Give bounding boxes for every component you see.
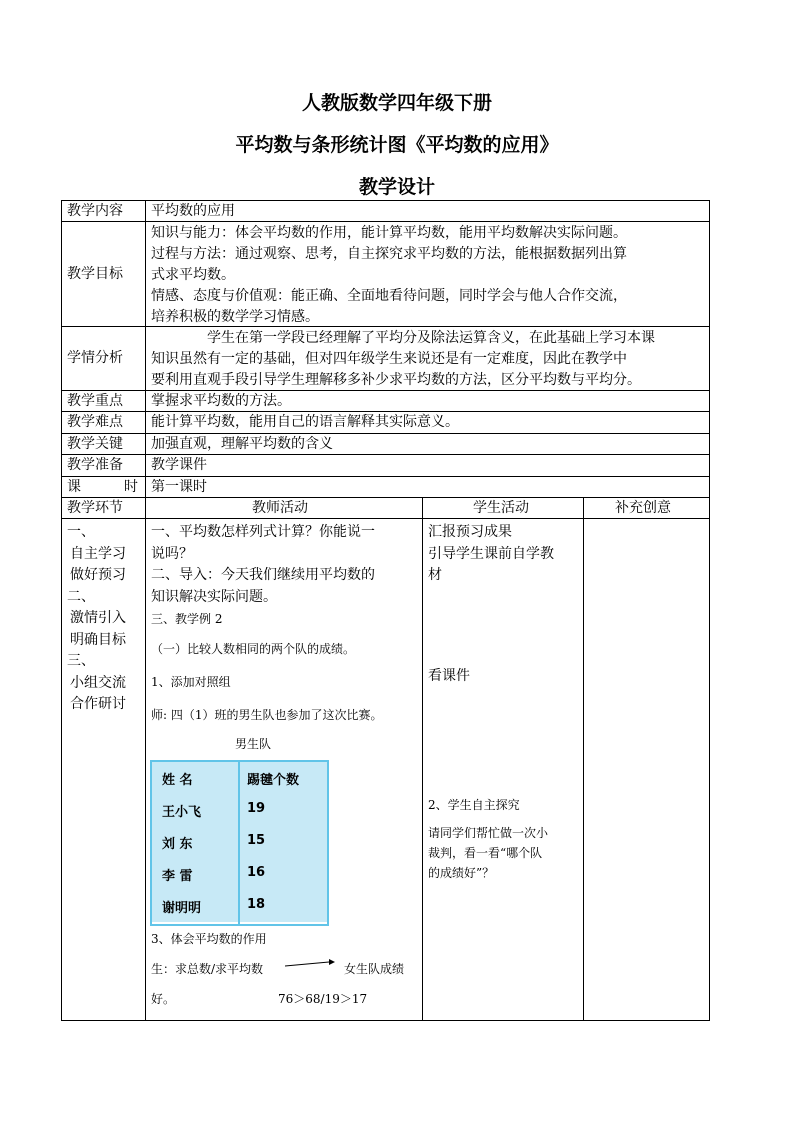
- teacher-example: 三、教学例 2: [151, 612, 223, 626]
- prep-value: 教学课件: [151, 457, 207, 473]
- teacher-girls-result: 女生队成绩: [344, 962, 405, 976]
- content-label: 教学内容: [67, 203, 123, 219]
- boys-table-header: 姓 名 踢毽个数: [152, 762, 327, 796]
- goals-label: 教学目标: [67, 266, 123, 282]
- content-value: 平均数的应用: [151, 203, 235, 219]
- period-label-a: 课: [67, 479, 81, 495]
- stage-item: 小组交流: [70, 674, 126, 691]
- teacher-quote: 师: 四（1）班的男生队也参加了这次比赛。: [151, 708, 383, 722]
- stage-item: 合作研讨: [70, 696, 126, 712]
- boys-score-table: [150, 760, 329, 926]
- boys-team-caption: 男生队: [235, 737, 272, 751]
- stage-item: 明确目标: [70, 631, 126, 648]
- period-value: 第一课时: [151, 479, 207, 495]
- teacher-role-of-average: 3、体会平均数的作用: [151, 932, 267, 946]
- crux-label: 教学关键: [67, 436, 123, 452]
- student-explore: 2、学生自主探究: [428, 798, 520, 812]
- teacher-compare: （一）比较人数相同的两个队的成绩。: [151, 642, 356, 656]
- prep-label: 教学准备: [67, 457, 123, 473]
- document-title: 人教版数学四年级下册: [301, 92, 492, 114]
- stage-item: 激情引入: [70, 610, 126, 626]
- document-subtitle: 教学设计: [358, 176, 435, 198]
- analysis-label: 学情分析: [67, 350, 123, 366]
- stage-list: [67, 522, 126, 716]
- col-supplement-header: 补充创意: [615, 500, 671, 516]
- key-point-label: 教学重点: [67, 393, 123, 409]
- teacher-intro: 一、平均数怎样列式计算？你能说一 说吗？ 二、导入：今天我们继续用平均数的 知识解决实际问题。: [151, 524, 375, 605]
- stage-item: 一、: [67, 524, 95, 540]
- col-student-header: 学生活动: [473, 500, 529, 516]
- teacher-comparison-values: 76＞68/19＞17: [278, 992, 368, 1006]
- col-teacher-header: 教师活动: [252, 500, 308, 516]
- table-row: 王小飞 19: [152, 794, 327, 828]
- arrow-icon: [285, 958, 335, 970]
- table-row: 刘 东 15: [152, 826, 327, 860]
- teacher-student-answer: 生：求总数/求平均数: [151, 962, 264, 976]
- stage-item: 做好预习: [70, 567, 126, 583]
- analysis-text: 学生在第一学段已经理解了平均分及除法运算含义，在此基础上学习本课 知识虽然有一定的基础，但对四年级学生来说还是有一定难度，因此在教学中 要利用直观手段引导学生理解移多补少求平均数的方法，区分平均数与平均分。: [151, 330, 655, 388]
- period-label-b: 时: [124, 479, 138, 495]
- lesson-title: 平均数与条形统计图《平均数的应用》: [235, 134, 559, 156]
- student-watch: 看课件: [428, 668, 470, 684]
- table-row: 谢明明 18: [152, 890, 327, 922]
- student-prep: 汇报预习成果 引导学生课前自学教 材: [428, 524, 554, 583]
- difficulty-label: 教学难点: [67, 414, 123, 430]
- difficulty-value: 能计算平均数，能用自己的语言解释其实际意义。: [151, 414, 459, 430]
- goals-text: 知识与能力：体会平均数的作用，能计算平均数，能用平均数解决实际问题。 过程与方法：通过观察、思考，自主探究求平均数的方法，能根据数据列出算 式求平均数。 情感、态度与价值观：能正确、全面地看待问题，同时学会与他人合作交流， 培养积极的数学学习情感。: [151, 225, 627, 325]
- stage-item: 二、: [67, 588, 95, 605]
- stage-item: 三、: [67, 653, 95, 669]
- stage-item: 自主学习: [70, 545, 126, 562]
- student-task: 请同学们帮忙做一次小 裁判，看一看“哪个队 的成绩好”？: [428, 826, 549, 880]
- col-stage-header: 教学环节: [67, 500, 123, 516]
- table-row: 李 雷 16: [152, 858, 327, 892]
- teacher-good: 好。: [151, 992, 176, 1006]
- crux-value: 加强直观，理解平均数的含义: [151, 436, 333, 452]
- teacher-control-group: 1、添加对照组: [151, 675, 231, 689]
- key-point-value: 掌握求平均数的方法。: [151, 393, 291, 409]
